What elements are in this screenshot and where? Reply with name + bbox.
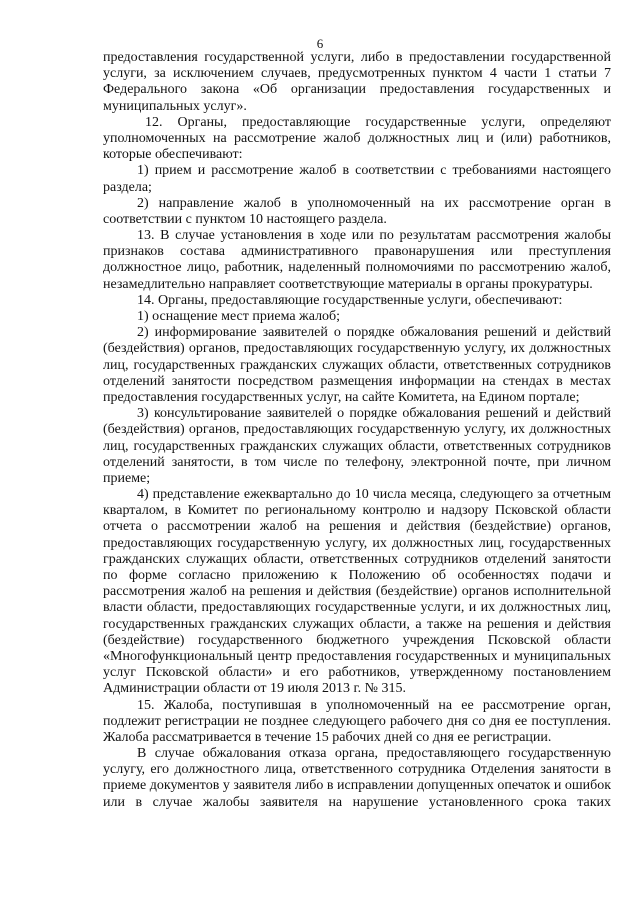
text-line: муниципальных услуг». bbox=[103, 98, 247, 114]
text-line: 1) прием и рассмотрение жалоб в соответствии с требованиями настоящего bbox=[137, 163, 611, 179]
text-line: «Многофункциональный центр предоставления государственных и муниципальных bbox=[103, 648, 611, 664]
text-line: приеме документов у заявителя либо в исправлении допущенных опечаток и ошибок bbox=[103, 778, 611, 794]
text-line: раздела; bbox=[103, 179, 152, 195]
text-line: должностное лицо, работник, наделенный полномочиями по рассмотрению жалоб, bbox=[103, 260, 611, 276]
text-line: 3) консультирование заявителей о порядке обжалования решений и действий bbox=[137, 406, 611, 422]
text-line: по форме согласно приложению к Положению об особенностях подачи и bbox=[103, 568, 611, 583]
text-line: признаков состава административного правонарушения или преступления bbox=[103, 244, 611, 260]
text-line: предоставления государственных услуг, на сайте Комитета, на Едином портале; bbox=[103, 389, 580, 405]
text-line: государственных гражданских служащих области, а также на решения и действия bbox=[103, 616, 611, 632]
text-line: Администрации области от 19 июля 2013 г. № 315. bbox=[103, 681, 407, 697]
text-line: 2) направление жалоб в уполномоченный на их рассмотрение орган в bbox=[137, 195, 611, 211]
text-line: 2) информирование заявителей о порядке обжалования решений и действий bbox=[137, 325, 611, 341]
text-line: гражданских служащих области, ответственных сотрудников отделений занятости bbox=[103, 551, 611, 567]
text-line: отделений занятости, в том числе по телефону, электронной почте, при личном bbox=[103, 454, 611, 470]
text-line: приеме; bbox=[103, 470, 151, 486]
page-number: 6 bbox=[316, 36, 324, 51]
text-line: 1) оснащение мест приема жалоб; bbox=[137, 309, 341, 324]
text-line: (бездействия) органов, предоставляющих государственную услугу, их должностных bbox=[103, 341, 611, 357]
text-line: услуг Псковской области» и его работников, утвержденному постановлением bbox=[103, 665, 611, 681]
text-line: кварталом, в Комитет по региональному контролю и надзору Псковской области bbox=[103, 503, 611, 519]
text-line: отчета о рассмотрении жалоб на решения и действия (бездействие) органов, bbox=[103, 519, 611, 535]
text-line: лиц, государственных гражданских служащих области, ответственных сотрудников bbox=[103, 357, 611, 373]
text-line: (бездействия) органов, предоставляющих государственную услугу, их должностных bbox=[103, 422, 611, 438]
text-line: или в случае жалобы заявителя на нарушение установленного срока таких bbox=[103, 794, 611, 810]
text-line: уполномоченных на рассмотрение жалоб должностных лиц и (или) работников, bbox=[103, 130, 611, 146]
text-line: Жалоба рассматривается в течение 15 рабочих дней со дня ее регистрации. bbox=[103, 729, 552, 745]
text-line: (бездействие) государственного бюджетного учреждения Псковской области bbox=[103, 632, 611, 648]
text-line: 14. Органы, предоставляющие государственные услуги, обеспечивают: bbox=[137, 292, 563, 308]
text-line: услуги, за исключением случаев, предусмотренных пунктом 4 части 1 статьи 7 bbox=[103, 66, 611, 82]
text-line: Федерального закона «Об организации предоставления государственных и bbox=[103, 82, 611, 98]
text-line: 12. Органы, предоставляющие государственные услуги, определяют bbox=[145, 114, 611, 130]
text-line: 15. Жалоба, поступившая в уполномоченный на ее рассмотрение орган, bbox=[137, 697, 611, 713]
text-line: услугу, его должностного лица, ответственного сотрудника Отделения занятости в bbox=[103, 762, 611, 778]
text-line: предоставляющих государственную услугу, их должностных лиц, государственных bbox=[103, 535, 611, 551]
text-line: предоставления государственной услуги, либо в предоставлении государственной bbox=[103, 50, 611, 65]
text-line: 13. В случае установления в ходе или по результатам рассмотрения жалобы bbox=[137, 228, 611, 244]
document-body bbox=[103, 50, 611, 811]
text-line: рассмотрения жалоб на решения и действия (бездействие) органов исполнительной bbox=[103, 584, 611, 600]
text-line: которые обеспечивают: bbox=[103, 147, 243, 163]
text-line: отделений занятости посредством размещения информации на стендах в местах bbox=[103, 373, 611, 389]
text-line: подлежит регистрации не позднее следующего рабочего дня со дня ее поступления. bbox=[103, 713, 611, 729]
text-line: незамедлительно направляет соответствующие материалы в органы прокуратуры. bbox=[103, 276, 593, 292]
text-line: 4) представление ежеквартально до 10 числа месяца, следующего за отчетным bbox=[137, 487, 611, 503]
text-line: лиц, государственных гражданских служащих области, ответственных сотрудников bbox=[103, 438, 611, 454]
text-line: власти области, предоставляющих государственные услуги, и их должностных лиц, bbox=[103, 600, 611, 616]
text-line: В случае обжалования отказа органа, предоставляющего государственную bbox=[137, 746, 611, 762]
text-line: соответствии с пунктом 10 настоящего раздела. bbox=[103, 211, 387, 227]
